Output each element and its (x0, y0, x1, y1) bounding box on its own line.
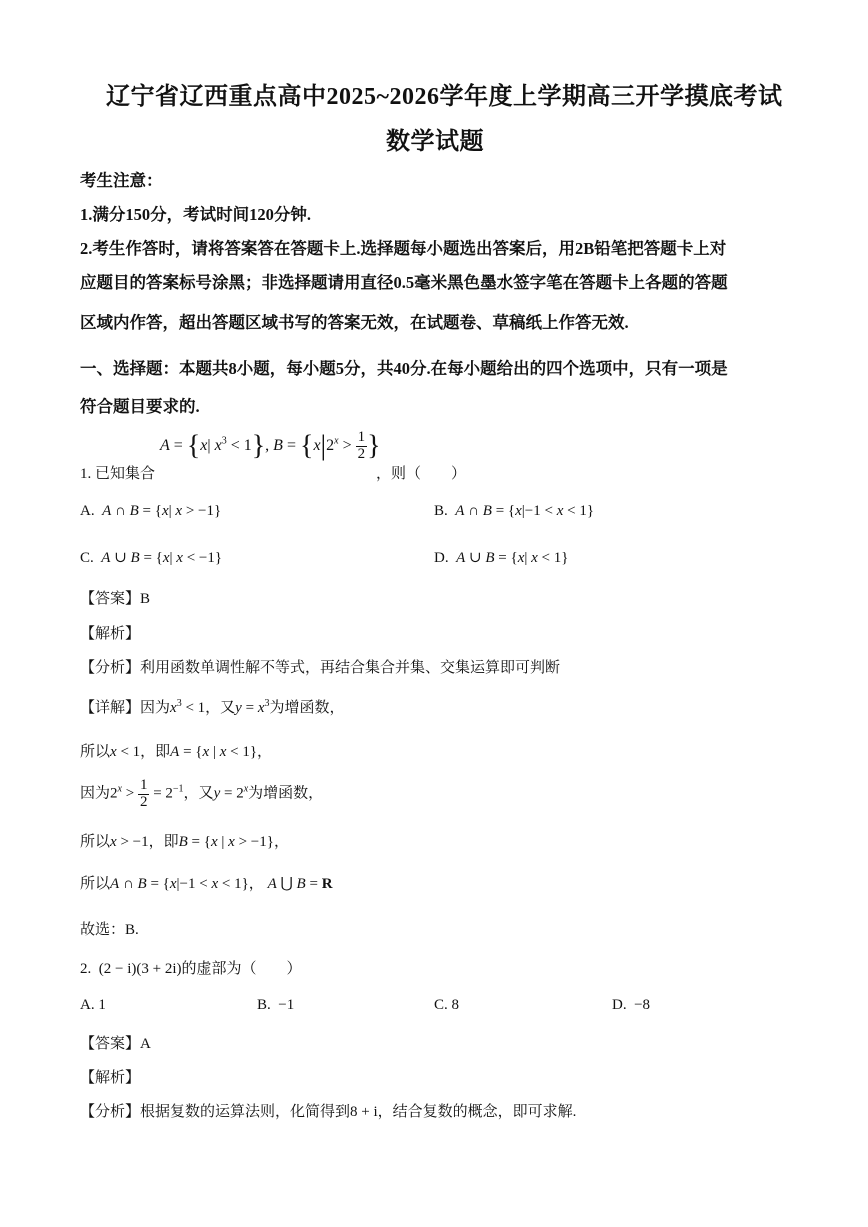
notice-item-2-line-3: 区域内作答，超出答题区域书写的答案无效，在试题卷、草稿纸上作答无效. (80, 313, 629, 332)
q1-sets-formula: A = {x| $x^3 < 1$}, $B = \{x|2^x$ > $\frac{1}{2}$ } (160, 429, 381, 462)
notice-heading: 考生注意： (80, 171, 163, 190)
q1-suffix: ，则（ ） (376, 466, 467, 482)
q1-option-d: D. A ∪ B = {x| x < 1} (434, 550, 569, 566)
q2-analysis-label: 【解析】 (80, 1070, 141, 1086)
notice-item-1: 1.满分150分，考试时间120分钟. (80, 205, 311, 224)
q1-option-a: A. A ∩ B = {x| x > −1} (80, 503, 222, 519)
q2-answer: 【答案】A (80, 1036, 151, 1052)
notice-item-2-line-2: 应题目的答案标号涂黑；非选择题请用直径0.5毫米黑色墨水签字笔在答题卡上各题的答题 (80, 273, 728, 292)
q1-option-b: B. A ∩ B = {x|−1 < x < 1} (434, 503, 595, 519)
q1-analysis-label: 【解析】 (80, 626, 141, 642)
notice-item-2-line-1: 2.考生作答时，请将答案答在答题卡上.选择题每小题选出答案后，用2B铅笔把答题卡上对 (80, 239, 727, 258)
q1-detail-line-5: 所以A ∩ B = {x|−1 < x < 1}， A ⋃ B = R (80, 876, 333, 892)
q2-option-b: B. −1 (257, 997, 295, 1013)
page-subtitle: 数学试题 (386, 129, 484, 155)
q2-stem: 2. (2 − i)(3 + 2i)的虚部为（ ） (80, 961, 302, 977)
q2-option-c: C. 8 (434, 997, 460, 1013)
q1-option-c: C. A ∪ B = {x| x < −1} (80, 550, 223, 566)
section-heading-line-1: 一、选择题：本题共8小题，每小题5分，共40分.在每小题给出的四个选项中，只有一项是 (80, 359, 728, 378)
q1-detail-line-2: 所以x < 1，即A = {x | x < 1}， (80, 744, 273, 760)
q1-detail-line-3: 因为$2^x$ > $\frac{1}{2}$ = $2^{-1}$，又$y = 2^x$为增函数， (80, 777, 324, 810)
q2-fenxi: 【分析】根据复数的运算法则，化简得到8 + i，结合复数的概念，即可求解. (80, 1104, 577, 1120)
section-heading-line-2: 符合题目要求的. (80, 397, 200, 416)
q1-choose: 故选：B. (80, 922, 139, 938)
page-title: 辽宁省辽西重点高中2025~2026学年度上学期高三开学摸底考试 (106, 84, 783, 110)
q2-option-a: A. 1 (80, 997, 106, 1013)
q1-answer: 【答案】B (80, 591, 151, 607)
q1-detail-line-4: 所以x > −1，即B = {x | x > −1}， (80, 834, 289, 850)
q2-option-d: D. −8 (612, 997, 651, 1013)
q1-fenxi: 【分析】利用函数单调性解不等式，再结合集合并集、交集运算即可判断 (80, 660, 561, 676)
q1-prefix: 1. 已知集合 (80, 466, 156, 482)
q1-detail-line-1: 【详解】因为$x^3 < 1$，又$y = x^3$为增函数， (80, 698, 345, 716)
